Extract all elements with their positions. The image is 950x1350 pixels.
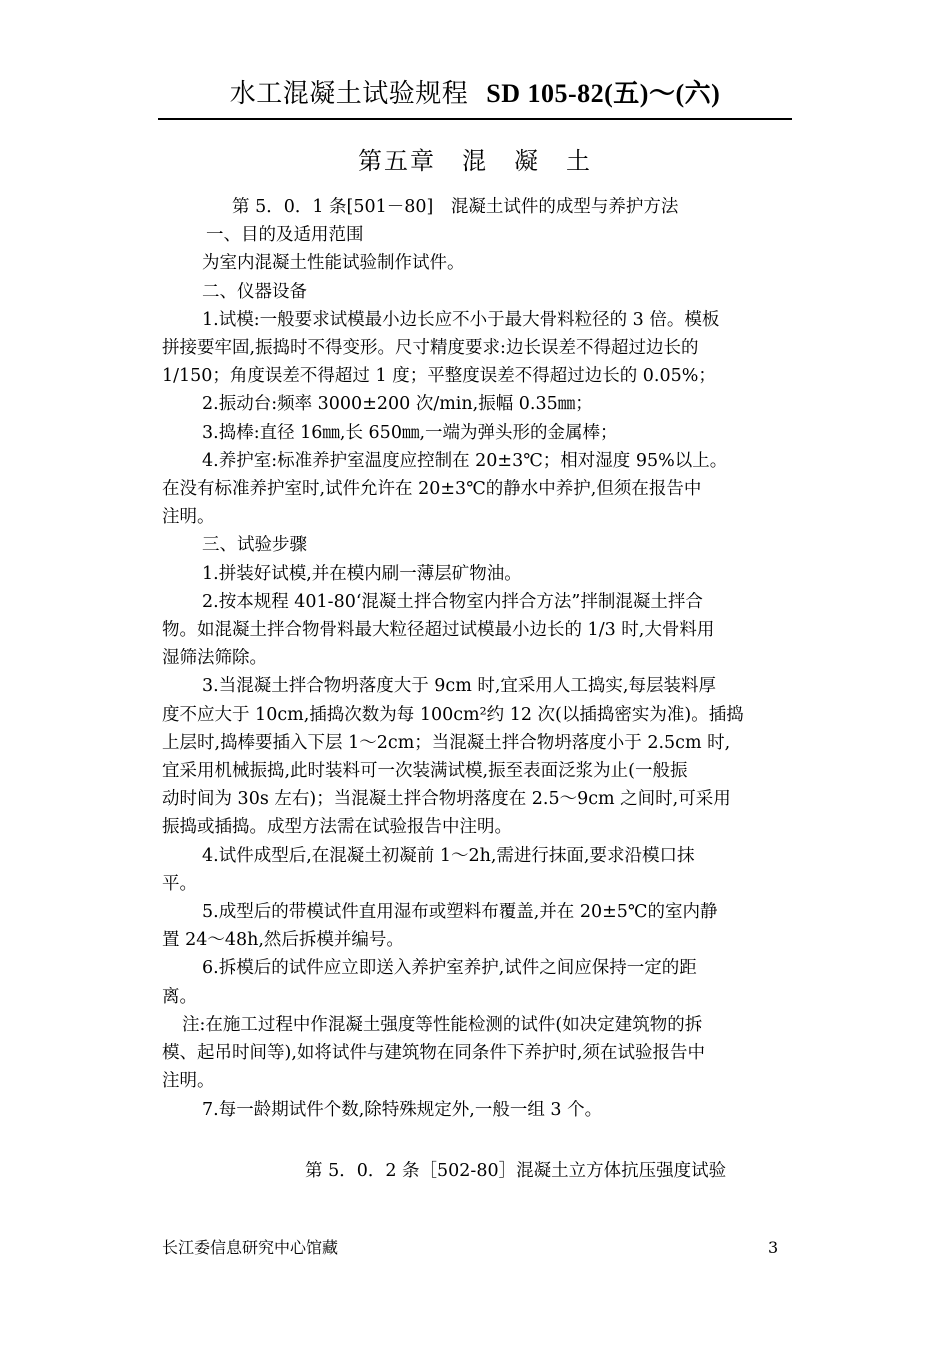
paragraph-line: 3.当混凝土拌合物坍落度大于 9cm 时,宜采用人工捣实,每层装料厚 xyxy=(202,676,716,697)
paragraph-line: 离。 xyxy=(162,986,197,1007)
paragraph-line: 1.试模:一般要求试模最小边长应不小于最大骨料粒径的 3 倍。模板 xyxy=(202,309,720,330)
paragraph-line: 3.捣棒:直径 16㎜,长 650㎜,一端为弹头形的金属棒； xyxy=(202,422,618,443)
header-divider xyxy=(158,118,792,120)
paragraph-line: 振捣或插捣。成型方法需在试验报告中注明。 xyxy=(162,817,512,838)
section-heading-purpose: 一、目的及适用范围 xyxy=(206,225,364,246)
paragraph-line: 4.试件成型后,在混凝土初凝前 1～2h,需进行抹面,要求沿模口抹 xyxy=(202,845,695,866)
paragraph-line: 5.成型后的带模试件直用湿布或塑料布覆盖,并在 20±5℃的室内静 xyxy=(202,902,718,923)
chapter-title: 第五章 混 凝 土 xyxy=(358,147,592,175)
paragraph-line: 拼接要牢固,振捣时不得变形。尺寸精度要求:边长误差不得超过边长的 xyxy=(162,338,699,359)
paragraph-line: 为室内混凝土性能试验制作试件。 xyxy=(202,253,465,274)
article-502-heading: 第 5．0．2 条［502-80］混凝土立方体抗压强度试验 xyxy=(305,1161,727,1181)
paragraph-line: 4.养护室:标准养护室温度应控制在 20±3℃；相对湿度 95%以上。 xyxy=(202,450,728,471)
paragraph-line: 度不应大于 10cm,插捣次数为每 100cm²约 12 次(以插捣密实为准)。插捣 xyxy=(162,704,744,725)
paragraph-line: 在没有标准养护室时,试件允许在 20±3℃的静水中养护,但须在报告中 xyxy=(162,479,702,500)
header-code: SD 105-82(五)～(六) xyxy=(486,79,721,108)
note-line: 注:在施工过程中作混凝土强度等性能检测的试件(如决定建筑物的拆 xyxy=(182,1014,703,1035)
header-title: 水工混凝土试验规程 xyxy=(229,79,469,109)
paragraph-line: 置 24～48h,然后拆模并编号。 xyxy=(162,930,404,951)
paragraph-line: 6.拆模后的试件应立即送入养护室养护,试件之间应保持一定的距 xyxy=(202,958,697,979)
section-heading-equipment: 二、仪器设备 xyxy=(202,281,307,302)
paragraph-line: 动时间为 30s 左右)；当混凝土拌合物坍落度在 2.5～9cm 之间时,可采用 xyxy=(162,789,731,810)
paragraph-line: 2.振动台:频率 3000±200 次/min,振幅 0.35㎜； xyxy=(202,394,593,415)
article-501-heading: 第 5．0．1 条[501－80] 混凝土试件的成型与养护方法 xyxy=(232,197,679,217)
paragraph-line: 2.按本规程 401-80‘混凝土拌合物室内拌合方法”拌制混凝土拌合 xyxy=(202,591,703,612)
note-line: 模、起吊时间等),如将试件与建筑物在同条件下养护时,须在试验报告中 xyxy=(162,1043,705,1064)
paragraph-line: 湿筛法筛除。 xyxy=(162,648,267,669)
section-heading-procedure: 三、试验步骤 xyxy=(202,535,307,556)
paragraph-line: 物。如混凝土拌合物骨料最大粒径超过试模最小边长的 1/3 时,大骨料用 xyxy=(162,620,715,641)
note-line: 注明。 xyxy=(162,1071,215,1092)
paragraph-line: 1/150；角度误差不得超过 1 度；平整度误差不得超过边长的 0.05%； xyxy=(162,366,716,387)
footer-library: 长江委信息研究中心馆藏 xyxy=(162,1238,339,1257)
running-header xyxy=(0,76,950,112)
paragraph-line: 1.拼装好试模,并在模内刷一薄层矿物油。 xyxy=(202,563,522,584)
paragraph-line: 7.每一龄期试件个数,除特殊规定外,一般一组 3 个。 xyxy=(202,1099,603,1120)
body-text xyxy=(162,193,792,1124)
paragraph-line: 上层时,捣棒要插入下层 1～2cm；当混凝土拌合物坍落度小于 2.5cm 时, xyxy=(162,732,731,753)
paragraph-line: 宜采用机械振捣,此时装料可一次装满试模,振至表面泛浆为止(一般振 xyxy=(162,761,688,782)
page-number: 3 xyxy=(768,1238,779,1257)
paragraph-line: 平。 xyxy=(162,873,197,894)
paragraph-line: 注明。 xyxy=(162,507,215,528)
